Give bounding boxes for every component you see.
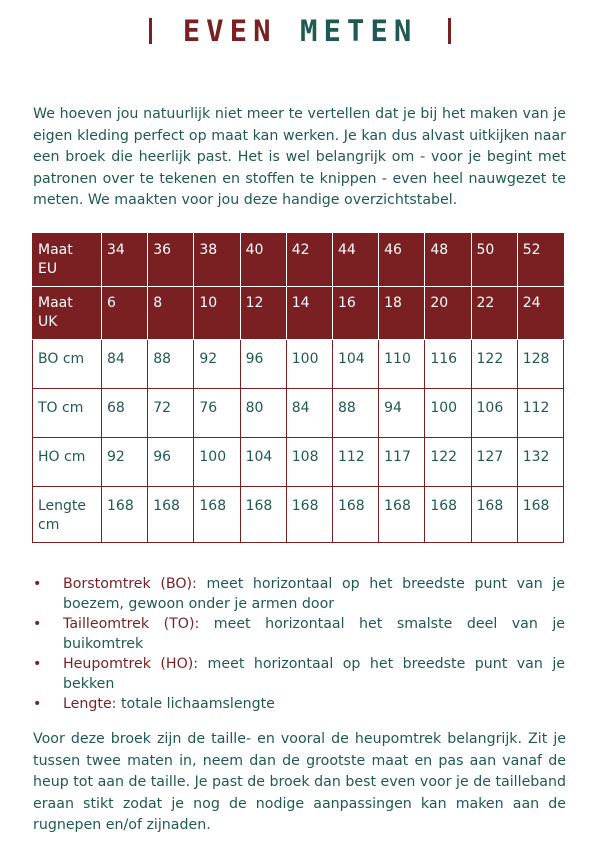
table-cell: 40 — [240, 234, 286, 287]
table-cell: 112 — [517, 389, 563, 438]
definition-text: meet horizontaal op het breedste punt van je bekken — [63, 656, 565, 692]
table-cell: 127 — [471, 438, 517, 487]
table-row — [33, 487, 564, 543]
table-cell: 52 — [517, 234, 563, 287]
table-row — [33, 340, 564, 389]
size-table — [32, 233, 564, 543]
table-cell: 104 — [332, 340, 378, 389]
table-cell: 24 — [517, 287, 563, 340]
table-cell: 84 — [286, 389, 332, 438]
list-item — [33, 654, 565, 694]
table-cell: 18 — [379, 287, 425, 340]
table-cell: 132 — [517, 438, 563, 487]
bullet-icon: • — [33, 616, 42, 632]
title-left-bar — [149, 18, 152, 44]
table-cell: 72 — [148, 389, 194, 438]
table-row — [33, 438, 564, 487]
row-label: Lengte cm — [33, 487, 102, 543]
table-cell: 88 — [332, 389, 378, 438]
outro-paragraph: Voor deze broek zijn de taille- en vooral de heupomtrek belangrijk. Zit je tussen twee maten in, neem dan de grootste maat en pas aan vanaf de heup tot aan de taille. Je past de broek dan best even voor je de tailleband eraan stikt zodat je nog de nodige aanpassingen kan maken aan de rugnepen en/of zijnaden. — [33, 731, 566, 834]
table-cell: 168 — [379, 487, 425, 543]
table-cell: 50 — [471, 234, 517, 287]
table-cell: 106 — [471, 389, 517, 438]
table-cell: 96 — [240, 340, 286, 389]
title-text — [183, 14, 418, 48]
table-cell: 88 — [148, 340, 194, 389]
table-cell: 92 — [194, 340, 240, 389]
table-cell: 92 — [102, 438, 148, 487]
table-cell: 42 — [286, 234, 332, 287]
table-cell: 168 — [471, 487, 517, 543]
table-row — [33, 287, 564, 340]
table-cell: 168 — [102, 487, 148, 543]
table-cell: 94 — [379, 389, 425, 438]
list-item — [33, 614, 565, 654]
title-word-meten: METEN — [300, 14, 418, 48]
title-right-bar — [448, 18, 451, 44]
table-cell: 128 — [517, 340, 563, 389]
definition-text: meet horizontaal op het breedste punt van je boezem, gewoon onder je armen door — [63, 576, 565, 612]
definition-term: Borstomtrek (BO): — [63, 576, 197, 592]
table-cell: 12 — [240, 287, 286, 340]
table-cell: 168 — [194, 487, 240, 543]
row-label: Maat EU — [33, 234, 102, 287]
table-cell: 76 — [194, 389, 240, 438]
table-cell: 168 — [332, 487, 378, 543]
table-cell: 8 — [148, 287, 194, 340]
table-cell: 110 — [379, 340, 425, 389]
table-cell: 34 — [102, 234, 148, 287]
table-cell: 100 — [286, 340, 332, 389]
bullet-icon: • — [33, 576, 42, 592]
table-cell: 100 — [194, 438, 240, 487]
table-cell: 168 — [240, 487, 286, 543]
table-cell: 6 — [102, 287, 148, 340]
definition-term: Heupomtrek (HO): — [63, 656, 199, 672]
table-cell: 122 — [425, 438, 471, 487]
measurement-definitions — [33, 574, 565, 714]
table-cell: 84 — [102, 340, 148, 389]
row-label: BO cm — [33, 340, 102, 389]
table-cell: 80 — [240, 389, 286, 438]
title-word-even: EVEN — [182, 14, 277, 48]
table-cell: 46 — [379, 234, 425, 287]
table-cell: 22 — [471, 287, 517, 340]
table-cell: 168 — [148, 487, 194, 543]
list-item — [33, 694, 565, 714]
definition-text: totale lichaamslengte — [116, 696, 275, 712]
table-row — [33, 389, 564, 438]
table-cell: 100 — [425, 389, 471, 438]
bullet-icon: • — [33, 696, 42, 712]
table-cell: 16 — [332, 287, 378, 340]
table-cell: 168 — [517, 487, 563, 543]
page-title — [0, 14, 600, 48]
table-cell: 38 — [194, 234, 240, 287]
table-cell: 122 — [471, 340, 517, 389]
definition-term: Lengte: — [63, 696, 117, 712]
definition-term: Tailleomtrek (TO): — [63, 616, 200, 632]
row-label: Maat UK — [33, 287, 102, 340]
table-cell: 116 — [425, 340, 471, 389]
table-cell: 104 — [240, 438, 286, 487]
intro-paragraph: We hoeven jou natuurlijk niet meer te vertellen dat je bij het maken van je eigen kleding perfect op maat kan werken. Je kan dus alvast uitkijken naar een broek die heerlijk past. Het is wel belangrijk om - voor je begint met patronen over te tekenen en stoffen te knippen - even heel nauwgezet te meten. We maakten voor jou deze handige overzichtstabel. — [33, 106, 566, 209]
table-cell: 168 — [286, 487, 332, 543]
row-label: HO cm — [33, 438, 102, 487]
table-cell: 168 — [425, 487, 471, 543]
table-cell: 68 — [102, 389, 148, 438]
list-item — [33, 574, 565, 614]
table-cell: 108 — [286, 438, 332, 487]
table-row — [33, 234, 564, 287]
table-cell: 112 — [332, 438, 378, 487]
table-cell: 44 — [332, 234, 378, 287]
row-label: TO cm — [33, 389, 102, 438]
table-cell: 14 — [286, 287, 332, 340]
definition-text: meet horizontaal het smalste deel van je buikomtrek — [63, 616, 565, 652]
table-cell: 20 — [425, 287, 471, 340]
table-cell: 96 — [148, 438, 194, 487]
table-cell: 10 — [194, 287, 240, 340]
bullet-icon: • — [33, 656, 42, 672]
table-cell: 36 — [148, 234, 194, 287]
table-cell: 117 — [379, 438, 425, 487]
table-cell: 48 — [425, 234, 471, 287]
